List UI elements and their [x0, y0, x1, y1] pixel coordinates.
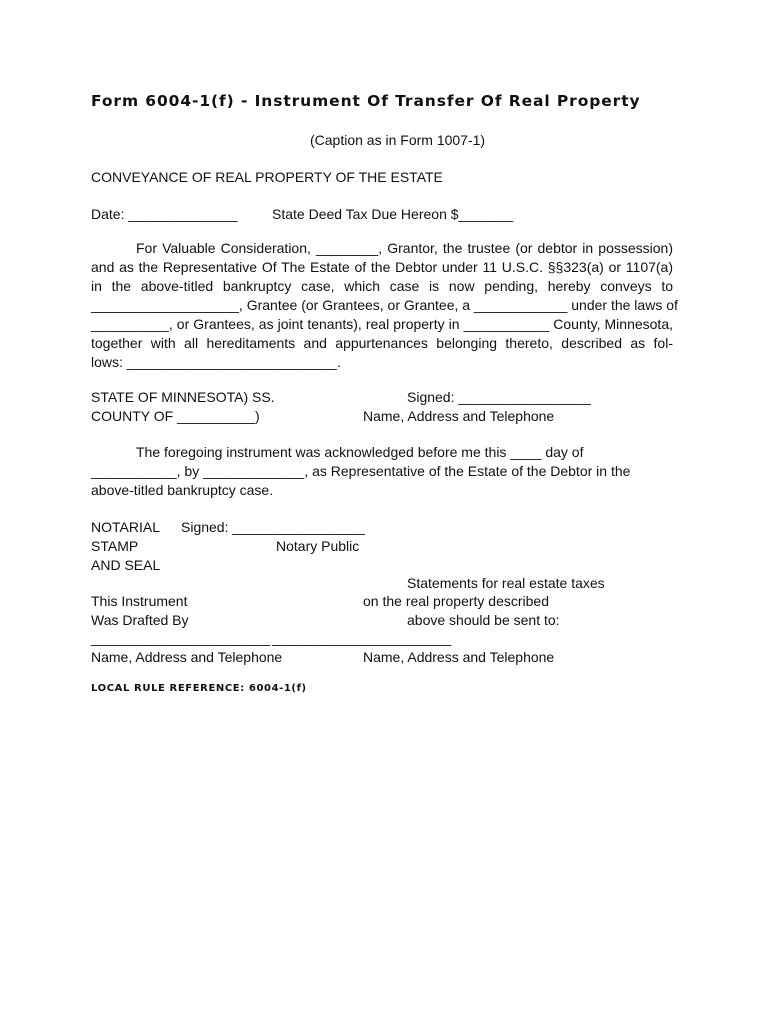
state-line: STATE OF MINNESOTA) SS.: [91, 389, 275, 405]
tax-recipient-label: Name, Address and Telephone: [363, 649, 555, 665]
consideration-paragraph: [91, 239, 678, 372]
notarial-label-line: AND SEAL: [91, 557, 161, 573]
acknowledgment-paragraph: [91, 443, 673, 500]
form-title: Form 6004-1(f) - Instrument Of Transfer Of Real Property: [91, 92, 641, 110]
local-rule-reference: LOCAL RULE REFERENCE: 6004-1(f): [91, 683, 307, 694]
tax-statement-line: on the real property described: [363, 593, 549, 609]
consideration-line: together with all hereditaments and appurtenances belonging thereto, described as fol-: [91, 335, 673, 351]
consideration-line: ___________________, Grantee (or Grantees, or Grantee, a ____________ under the laws of: [91, 297, 678, 313]
caption-note: (Caption as in Form 1007-1): [310, 132, 486, 148]
acknowledgment-line: above-titled bankruptcy case.: [91, 482, 274, 498]
acknowledgment-line: The foregoing instrument was acknowledged before me this ____ day of: [136, 444, 584, 460]
notarial-label-line: STAMP: [91, 538, 139, 554]
county-line: COUNTY OF __________): [91, 408, 260, 424]
drafted-by-line: This Instrument: [91, 593, 188, 609]
drafted-by-line: Was Drafted By: [91, 612, 189, 628]
notarial-label-line: NOTARIAL: [91, 519, 160, 535]
deed-tax-line: State Deed Tax Due Hereon $_______: [272, 206, 514, 222]
conveyance-heading: CONVEYANCE OF REAL PROPERTY OF THE ESTATE: [91, 169, 443, 185]
acknowledgment-line: ___________, by _____________, as Representative of the Estate of the Debtor in the: [91, 463, 631, 479]
consideration-line: For Valuable Consideration, ________, Grantor, the trustee (or debtor in possession): [136, 240, 673, 256]
tax-statement-line: above should be sent to:: [407, 612, 560, 628]
consideration-line: and as the Representative Of The Estate of the Debtor under 11 U.S.C. §§323(a) or 1107(a): [91, 259, 673, 275]
date-line: Date: ______________: [91, 206, 238, 222]
tax-recipient-blank: _______________________: [272, 630, 452, 646]
consideration-line: lows: ___________________________.: [91, 354, 341, 370]
tax-statement-line: Statements for real estate taxes: [407, 575, 605, 591]
drafter-signature-blank: _______________________: [91, 630, 271, 646]
grantor-signature-line: Signed: _________________: [407, 389, 591, 405]
notary-signature-line: Signed: _________________: [181, 519, 365, 535]
consideration-line: __________, or Grantees, as joint tenants), real property in ___________ County, Minnesota,: [91, 316, 673, 332]
consideration-line: in the above-titled bankruptcy case, which case is now pending, hereby conveys to: [91, 278, 673, 294]
grantor-signer-label: Name, Address and Telephone: [363, 408, 555, 424]
drafter-label: Name, Address and Telephone: [91, 649, 283, 665]
notary-public-label: Notary Public: [276, 538, 360, 554]
